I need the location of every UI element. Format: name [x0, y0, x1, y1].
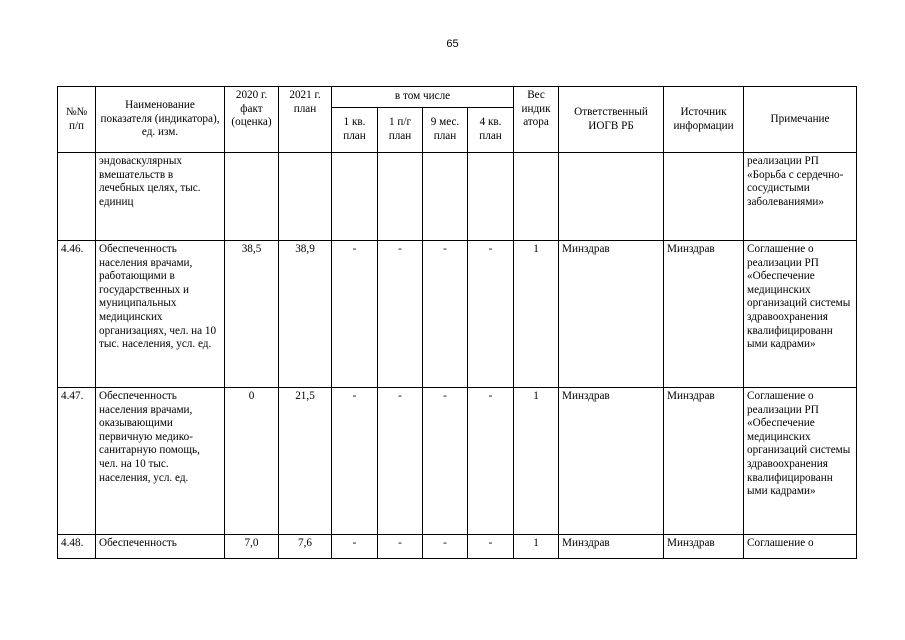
indicators-table	[57, 86, 857, 559]
cell-note: Соглашение о	[744, 535, 857, 559]
cell-plan-2021: 38,9	[279, 241, 332, 388]
cell-source: Минздрав	[664, 535, 744, 559]
cell-weight: 1	[514, 535, 559, 559]
cell-q4: -	[468, 388, 514, 535]
cell-source: Минздрав	[664, 241, 744, 388]
header-num: №№ п/п	[58, 87, 96, 153]
cell-responsible: Минздрав	[559, 241, 664, 388]
table-row	[58, 241, 857, 388]
cell-num	[58, 153, 96, 241]
cell-q1: -	[332, 535, 378, 559]
cell-plan-2021: 7,6	[279, 535, 332, 559]
cell-q4	[468, 153, 514, 241]
cell-name: Обеспеченность населения врачами, работающими в государственных и муниципальных медицинских организациях, чел. на 10 тыс. населения, усл. ед.	[96, 241, 225, 388]
page-number: 65	[446, 38, 459, 50]
cell-h1: -	[378, 388, 423, 535]
cell-note: реализации РП «Борьба с сердечно-сосудистыми заболеваниями»	[744, 153, 857, 241]
header-h1: 1 п/г план	[378, 108, 423, 153]
cell-9m: -	[423, 388, 468, 535]
cell-fact-2020: 7,0	[225, 535, 279, 559]
cell-fact-2020: 38,5	[225, 241, 279, 388]
cell-h1: -	[378, 535, 423, 559]
cell-num: 4.46.	[58, 241, 96, 388]
table-row	[58, 153, 857, 241]
header-responsible: Ответственный ИОГВ РБ	[559, 87, 664, 153]
header-fact-2020: 2020 г. факт (оценка)	[225, 87, 279, 153]
table-row	[58, 388, 857, 535]
cell-name: Обеспеченность населения врачами, оказывающими первичную медико-санитарную помощь, чел. на 10 тыс. населения, усл. ед.	[96, 388, 225, 535]
header-plan-2021: 2021 г. план	[279, 87, 332, 153]
table-row	[58, 535, 857, 559]
cell-q4: -	[468, 535, 514, 559]
header-including: в том числе	[332, 87, 514, 108]
cell-plan-2021	[279, 153, 332, 241]
cell-9m: -	[423, 535, 468, 559]
cell-q1: -	[332, 388, 378, 535]
cell-source: Минздрав	[664, 388, 744, 535]
cell-9m	[423, 153, 468, 241]
cell-weight	[514, 153, 559, 241]
cell-note: Соглашение о реализации РП «Обеспечение медицинских организаций системы здравоохранения квалифицированн ыми кадрами»	[744, 241, 857, 388]
cell-h1: -	[378, 241, 423, 388]
cell-fact-2020: 0	[225, 388, 279, 535]
header-q1: 1 кв. план	[332, 108, 378, 153]
cell-weight: 1	[514, 388, 559, 535]
cell-h1	[378, 153, 423, 241]
header-q4: 4 кв. план	[468, 108, 514, 153]
cell-responsible: Минздрав	[559, 535, 664, 559]
cell-name: эндоваскулярных вмешательств в лечебных целях, тыс. единиц	[96, 153, 225, 241]
cell-responsible	[559, 153, 664, 241]
cell-source	[664, 153, 744, 241]
header-9m: 9 мес. план	[423, 108, 468, 153]
cell-q1: -	[332, 241, 378, 388]
cell-fact-2020	[225, 153, 279, 241]
cell-plan-2021: 21,5	[279, 388, 332, 535]
cell-responsible: Минздрав	[559, 388, 664, 535]
table-header-row	[58, 87, 857, 108]
header-source: Источник информации	[664, 87, 744, 153]
cell-q1	[332, 153, 378, 241]
cell-9m: -	[423, 241, 468, 388]
cell-num: 4.47.	[58, 388, 96, 535]
cell-weight: 1	[514, 241, 559, 388]
cell-q4: -	[468, 241, 514, 388]
header-note: Примечание	[744, 87, 857, 153]
header-name: Наименование показателя (индикатора), ед. изм.	[96, 87, 225, 153]
header-weight: Вес индик атора	[514, 87, 559, 153]
cell-note: Соглашение о реализации РП «Обеспечение медицинских организаций системы здравоохранения квалифицированн ыми кадрами»	[744, 388, 857, 535]
cell-num: 4.48.	[58, 535, 96, 559]
cell-name: Обеспеченность	[96, 535, 225, 559]
